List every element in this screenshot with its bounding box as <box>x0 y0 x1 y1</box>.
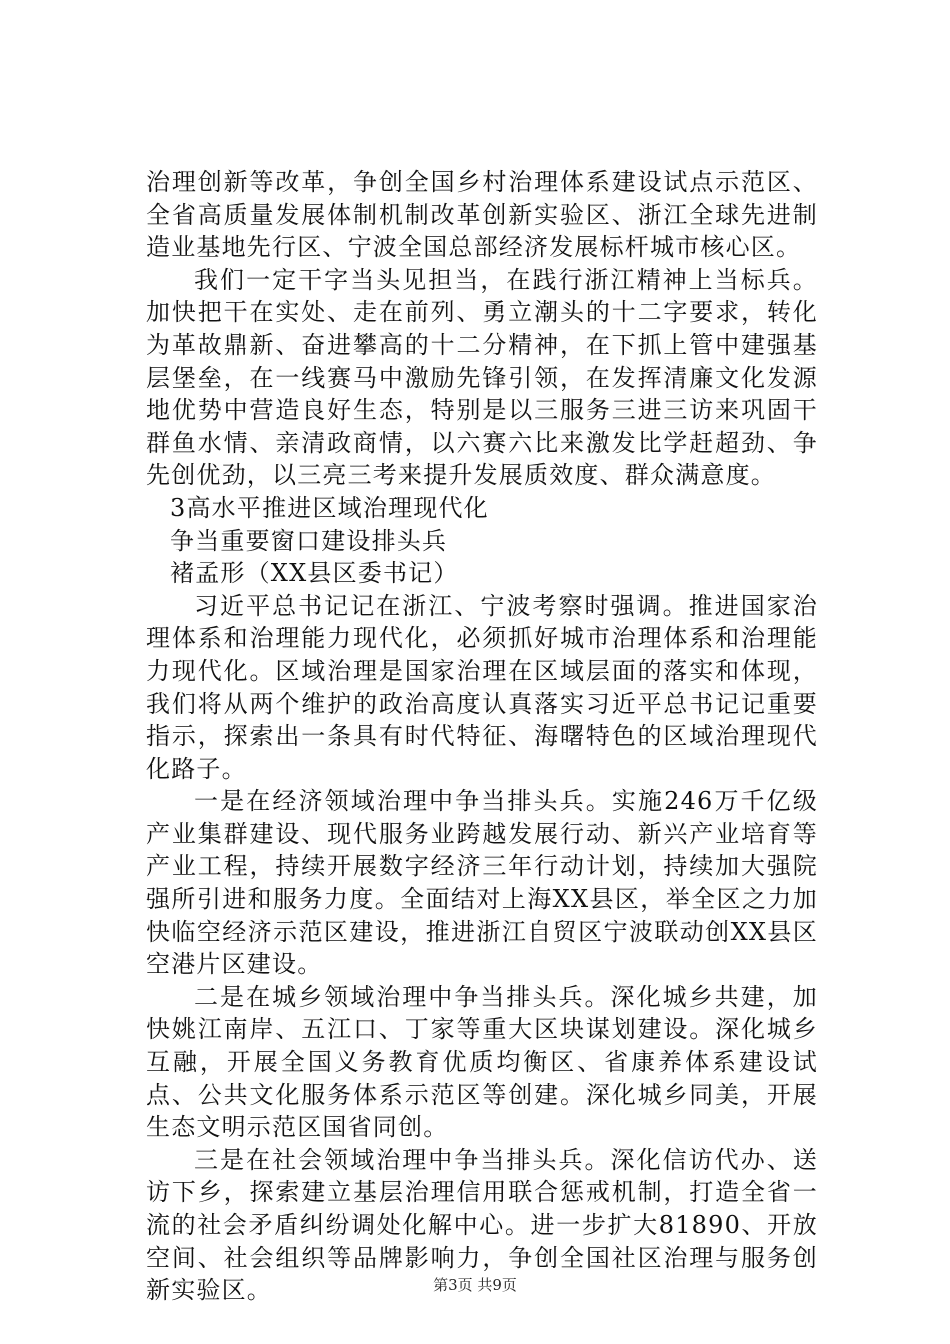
paragraph-economic: 一是在经济领域治理中争当排头兵。实施246万千亿级产业集群建设、现代服务业跨越发展行动、新兴产业培育等产业工程，持续开展数字经济三年行动计划，持续加大强院强所引进和服务力度。全面结对上海XX县区，举全区之力加快临空经济示范区建设，推进浙江自贸区宁波联动创XX县区空港片区建设。 <box>146 787 818 979</box>
author-line: 褚孟形（XX县区委书记） <box>170 559 459 588</box>
paragraph-standard-bearer: 我们一定干字当头见担当，在践行浙江精神上当标兵。加快把干在实处、走在前列、勇立潮头的十二字要求，转化为革故鼎新、奋进攀高的十二分精神，在下抓上管中建强基层堡垒，在一线赛马中激励先锋引领，在发挥清廉文化发源地优势中营造良好生态，特别是以三服务三进三访来巩固干群鱼水情、亲清政商情，以六赛六比来激发比学赶超劲、争先创优劲，以三亮三考来提升发展质效度、群众满意度。 <box>146 265 818 490</box>
section-subtitle: 争当重要窗口建设排头兵 <box>170 526 448 555</box>
paragraph-continuation: 治理创新等改革，争创全国乡村治理体系建设试点示范区、全省高质量发展体制机制改革创新实验区、浙江全球先进制造业基地先行区、宁波全国总部经济发展标杆城市核心区。 <box>146 168 818 262</box>
paragraph-social: 三是在社会领域治理中争当排头兵。深化信访代办、送访下乡，探索建立基层治理信用联合惩戒机制，打造全省一流的社会矛盾纠纷调处化解中心。进一步扩大81890、开放空间、社会组织等品牌影响力，争创全国社区治理与服务创新实验区。 <box>146 1145 818 1305</box>
paragraph-intro: 习近平总书记记在浙江、宁波考察时强调。推进国家治理体系和治理能力现代化，必须抓好城市治理体系和治理能力现代化。区域治理是国家治理在区域层面的落实和体现，我们将从两个维护的政治高度认真落实习近平总书记记重要指示，探索出一条具有时代特征、海曙特色的区域治理现代化路子。 <box>146 591 818 783</box>
section-title: 3高水平推进区域治理现代化 <box>170 493 489 522</box>
document-body <box>146 166 818 1307</box>
paragraph-urban-rural: 二是在城乡领域治理中争当排头兵。深化城乡共建，加快姚江南岸、五江口、丁家等重大区块谋划建设。深化城乡互融，开展全国义务教育优质均衡区、省康养体系建设试点、公共文化服务体系示范区等创建。深化城乡同美，开展生态文明示范区国省同创。 <box>146 982 818 1142</box>
page-footer: 第3页 共9页 <box>433 1276 517 1294</box>
